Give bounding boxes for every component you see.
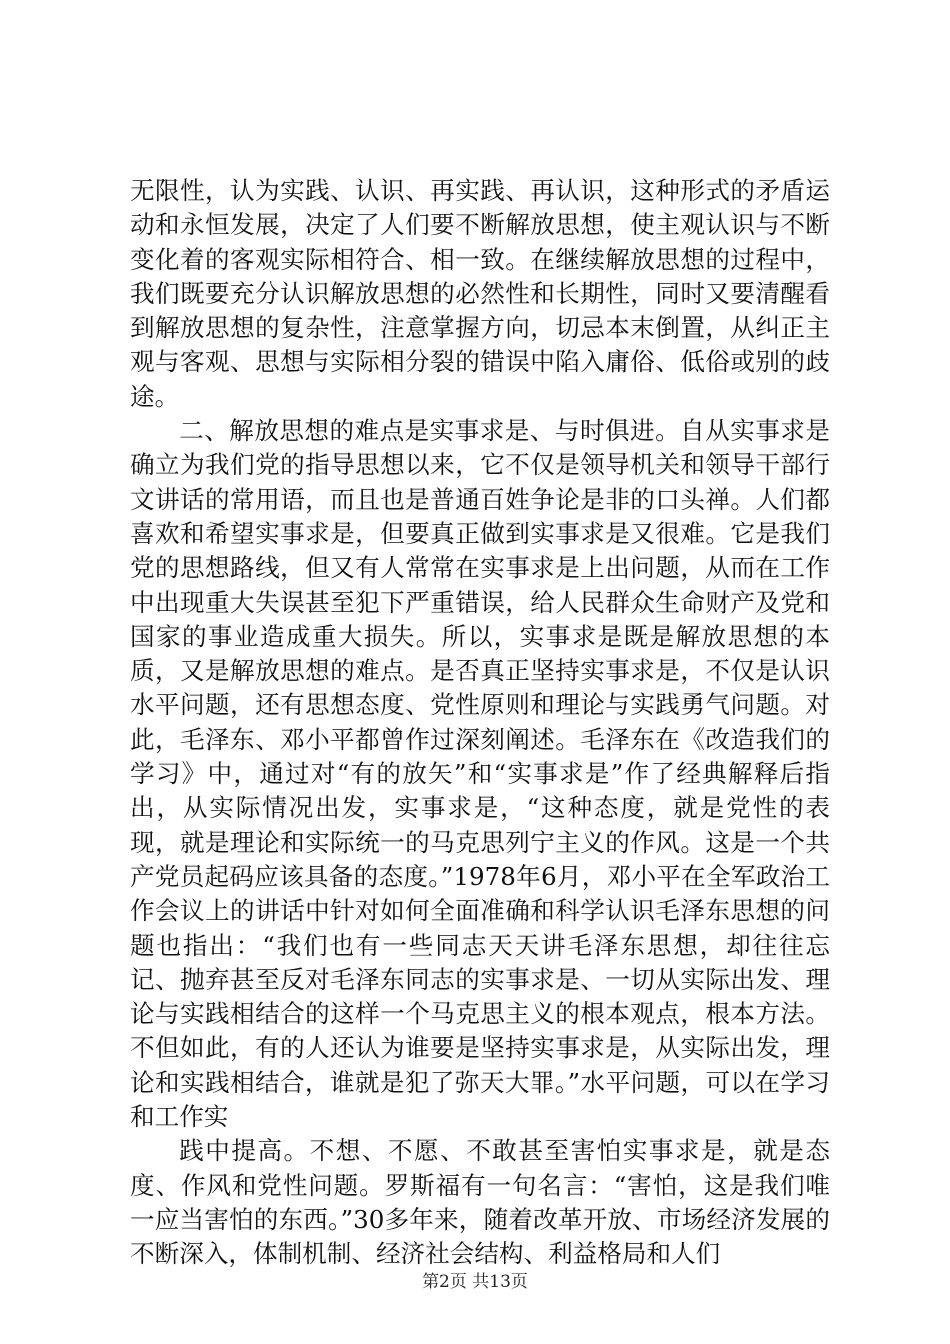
paragraph-3: 践中提高。不想、不愿、不敢甚至害怕实事求是，就是态度、作风和党性问题。罗斯福有一句名言：“害怕，这是我们唯一应当害怕的东西。”30多年来，随着改革开放、市场经济发展的不断深入，体制机制、经济社会结构、利益格局和人们 [130, 1136, 830, 1269]
paragraph-1: 无限性，认为实践、认识、再实践、再认识，这种形式的矛盾运动和永恒发展，决定了人们要不断解放思想，使主观认识与不断变化着的客观实际相符合、相一致。在继续解放思想的过程中，我们既要充分认识解放思想的必然性和长期性，同时又要清醒看到解放思想的复杂性，注意掌握方向，切忌本末倒置，从纠正主观与客观、思想与实际相分裂的错误中陷入庸俗、低俗或别的歧途。 [130, 176, 830, 411]
document-body [130, 174, 830, 1272]
page-number-footer: 第2页 共13页 [422, 1272, 528, 1292]
paragraph-2: 二、解放思想的难点是实事求是、与时俱进。自从实事求是确立为我们党的指导思想以来，它不仅是领导机关和领导干部行文讲话的常用语，而且也是普通百姓争论是非的口头禅。人们都喜欢和希望实事求是，但要真正做到实事求是又很难。它是我们党的思想路线，但又有人常常在实事求是上出问题，从而在工作中出现重大失误甚至犯下严重错误，给人民群众生命财产及党和国家的事业造成重大损失。所以，实事求是既是解放思想的本质，又是解放思想的难点。是否真正坚持实事求是，不仅是认识水平问题，还有思想态度、党性原则和理论与实践勇气问题。对此，毛泽东、邓小平都曾作过深刻阐述。毛泽东在《改造我们的学习》中，通过对“有的放矢”和“实事求是”作了经典解释后指出，从实际情况出发，实事求是，“这种态度，就是党性的表现，就是理论和实际统一的马克思列宁主义的作风。这是一个共产党员起码应该具备的态度。”1978年6月，邓小平在全军政治工作会议上的讲话中针对如何全面准确和科学认识毛泽东思想的问题也指出：“我们也有一些同志天天讲毛泽东思想，却往往忘记、抛弃甚至反对毛泽东同志的实事求是、一切从实际出发、理论与实践相结合的这样一个马克思主义的根本观点，根本方法。不但如此，有的人还认为谁要是坚持实事求是，从实际出发，理论和实践相结合，谁就是犯了弥天大罪。”水平问题，可以在学习和工作实 [130, 416, 830, 1132]
